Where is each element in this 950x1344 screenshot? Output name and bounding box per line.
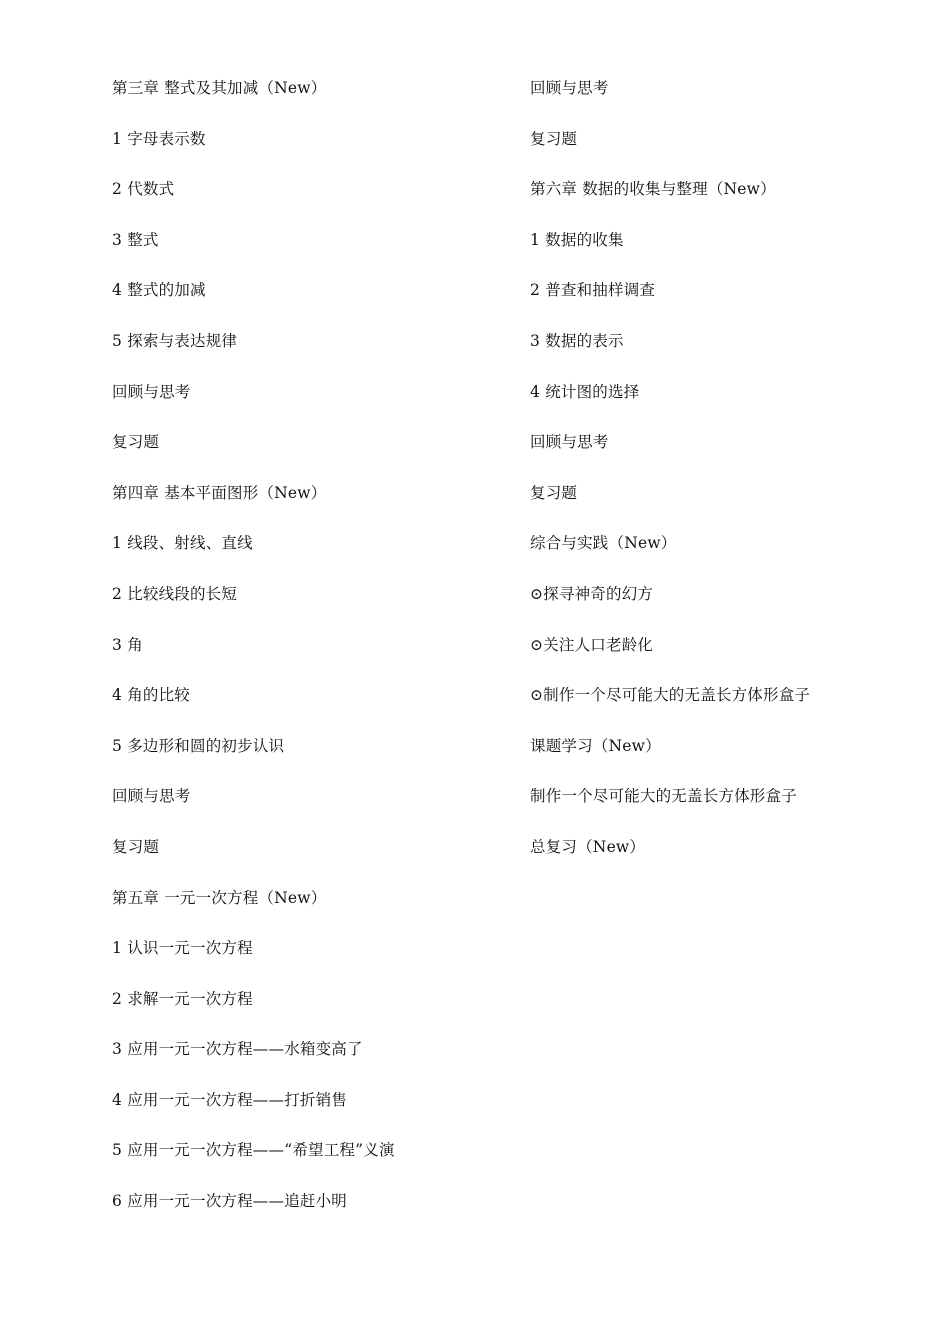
toc-item: 3 应用一元一次方程——水箱变高了 <box>112 1040 363 1059</box>
toc-item: 1 字母表示数 <box>112 129 206 148</box>
chapter-3-heading: 第三章 整式及其加减（New） <box>112 79 327 97</box>
toc-item: 回顾与思考 <box>112 787 191 806</box>
toc-item: 3 整式 <box>112 230 159 249</box>
toc-left-column <box>112 77 512 1241</box>
project-heading: 课题学习（New） <box>530 736 661 755</box>
toc-item: 4 整式的加减 <box>112 281 206 300</box>
toc-item: 5 多边形和圆的初步认识 <box>112 736 285 755</box>
toc-item: 复习题 <box>112 433 160 452</box>
toc-item: 3 角 <box>112 635 143 654</box>
toc-item: 2 求解一元一次方程 <box>112 989 253 1008</box>
toc-item: 2 比较线段的长短 <box>112 584 238 603</box>
toc-item: ⊙探寻神奇的幻方 <box>530 584 654 603</box>
toc-item: 1 线段、射线、直线 <box>112 534 253 553</box>
toc-item: 2 代数式 <box>112 180 175 199</box>
toc-item: 1 数据的收集 <box>530 230 624 249</box>
chapter-6-heading: 第六章 数据的收集与整理（New） <box>530 180 776 199</box>
review-heading: 总复习（New） <box>530 837 646 856</box>
toc-item: 4 统计图的选择 <box>530 382 640 401</box>
chapter-4-heading: 第四章 基本平面图形（New） <box>112 483 327 502</box>
practice-heading: 综合与实践（New） <box>530 534 677 553</box>
toc-item: 复习题 <box>530 129 578 148</box>
toc-item: 1 认识一元一次方程 <box>112 939 253 958</box>
toc-item: 4 角的比较 <box>112 686 190 705</box>
toc-item: 3 数据的表示 <box>530 331 624 350</box>
toc-item: 4 应用一元一次方程——打折销售 <box>112 1090 347 1109</box>
toc-item: 5 探索与表达规律 <box>112 331 238 350</box>
toc-item: 回顾与思考 <box>530 79 609 97</box>
toc-item: 5 应用一元一次方程——“希望工程”义演 <box>112 1141 395 1160</box>
toc-item: 复习题 <box>112 837 160 856</box>
toc-item: 复习题 <box>530 483 578 502</box>
toc-item: 回顾与思考 <box>112 382 191 401</box>
toc-item: 回顾与思考 <box>530 433 609 452</box>
toc-item: ⊙关注人口老龄化 <box>530 635 654 654</box>
toc-item: 6 应用一元一次方程——追赶小明 <box>112 1192 347 1211</box>
toc-item: 制作一个尽可能大的无盖长方体形盒子 <box>530 787 797 806</box>
toc-item: 2 普查和抽样调查 <box>530 281 656 300</box>
chapter-5-heading: 第五章 一元一次方程（New） <box>112 888 327 907</box>
toc-item: ⊙制作一个尽可能大的无盖长方体形盒子 <box>530 686 811 705</box>
toc-right-column <box>530 77 930 887</box>
